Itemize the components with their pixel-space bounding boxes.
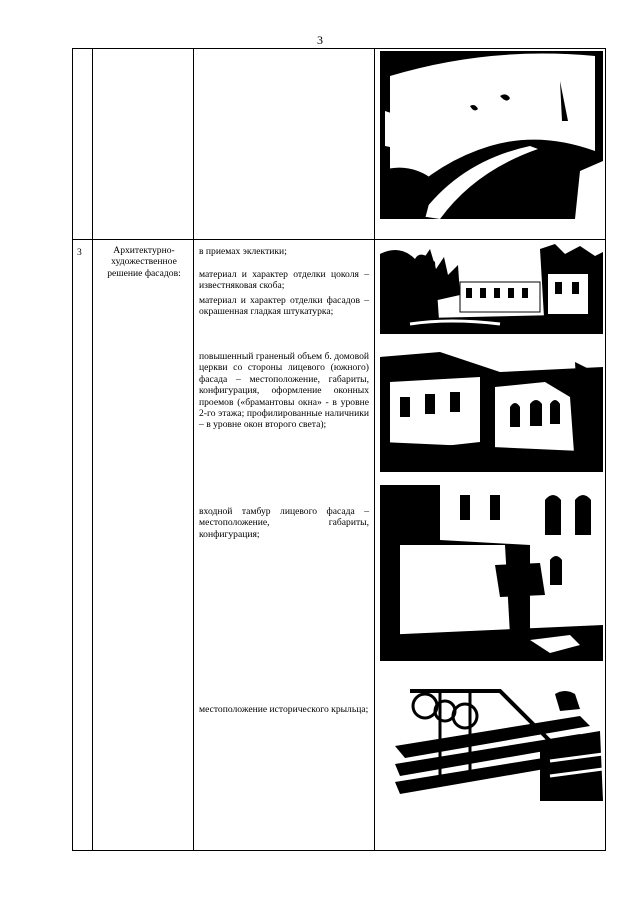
row-number: 3 — [77, 247, 82, 258]
document-table — [72, 48, 606, 851]
item-church-volume: повышенный граненый объем б. домовой церкви со стороны лицевого (южного) фасада – местоположение, габариты, конфигурация, оформление оконных проемов («брамантовы окна» - в уровне 2-го этажа; профилированные наличники – в уровне окон второго света); — [199, 351, 369, 431]
page-number: 3 — [317, 33, 323, 47]
item-porch: местоположение исторического крыльца; — [199, 704, 369, 715]
vault-photo-icon — [380, 51, 603, 219]
entrance-tambour-photo-icon — [380, 485, 603, 661]
row-divider — [73, 239, 605, 240]
item-facade-finish: материал и характер отделки фасадов – окрашенная гладкая штукатурка; — [199, 295, 369, 318]
trees-building-photo-icon — [380, 244, 603, 334]
item-plinth: материал и характер отделки цоколя – известняковая скоба; — [199, 269, 369, 292]
porch-railing-photo-icon — [380, 686, 603, 801]
item-entrance-tambour: входной тамбур лицевого фасада – местоположение, габариты, конфигурация; — [199, 506, 369, 540]
item-eclectic: в приемах эклектики; — [199, 246, 287, 257]
column-divider — [92, 49, 93, 850]
church-volume-photo-icon — [380, 342, 603, 472]
column-divider — [374, 49, 375, 850]
row-name: Архитектурно-художественное решение фасадов: — [107, 245, 181, 279]
column-divider — [193, 49, 194, 850]
